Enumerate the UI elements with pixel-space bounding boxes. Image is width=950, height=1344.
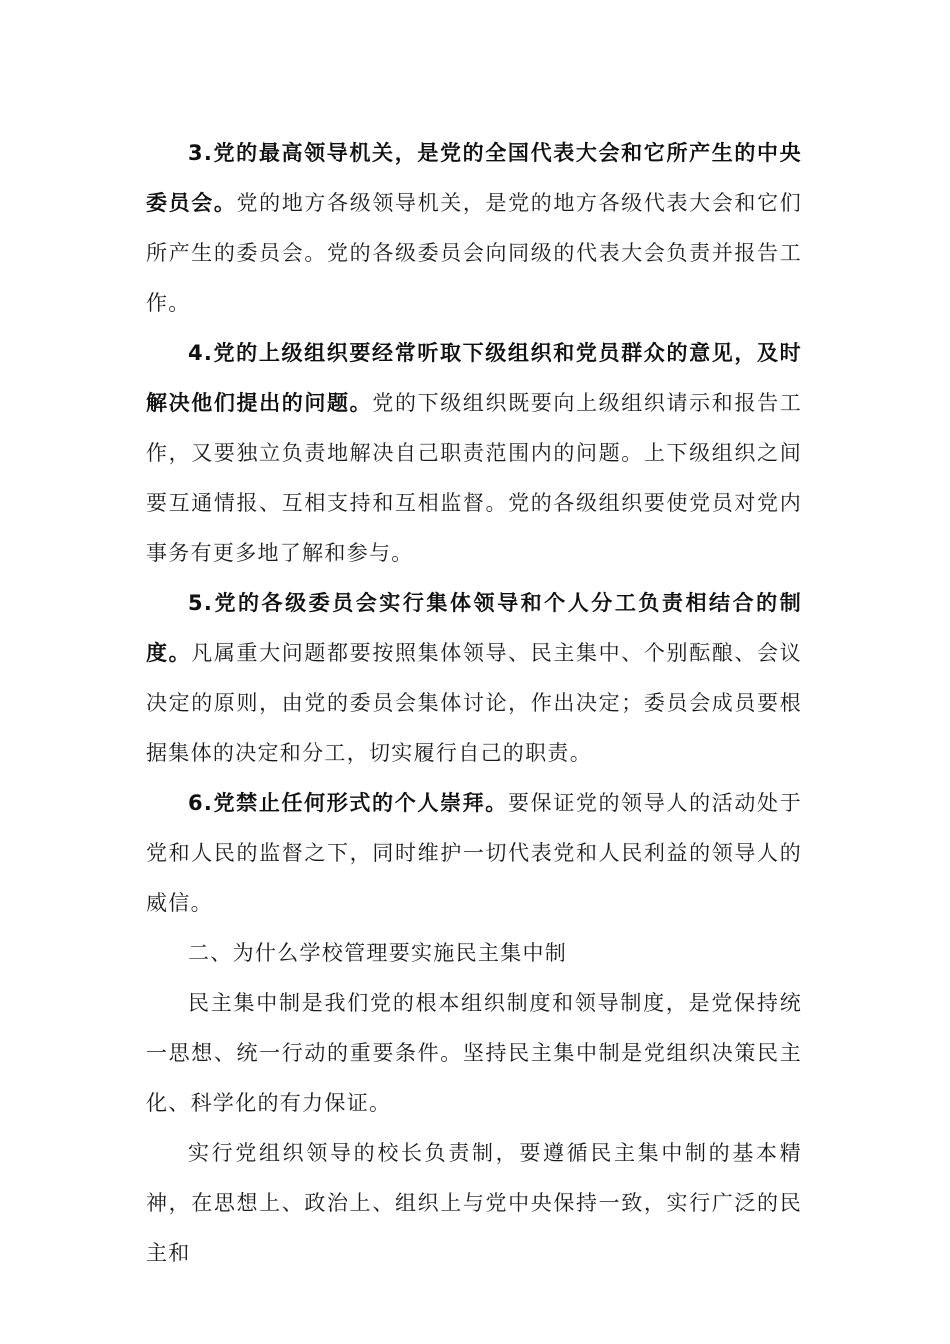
- paragraph-item-3: [146, 128, 802, 328]
- paragraph-item-6: [146, 778, 802, 928]
- paragraph-body: 党的地方各级领导机关，是党的地方各级代表大会和它们所产生的委员会。党的各级委员会向同级的代表大会负责并报告工作。: [146, 191, 802, 315]
- paragraph-lead: 4.党的上级组织要经常听取下级组织和党员群众的意见，及时解决他们提出的问题。: [146, 341, 802, 415]
- paragraph-lead: 5.党的各级委员会实行集体领导和个人分工负责相结合的制度。: [146, 591, 802, 665]
- paragraph-body: 党的下级组织既要向上级组织请示和报告工作，又要独立负责地解决自己职责范围内的问题。上下级组织之间要互通情报、互相支持和互相监督。党的各级组织要使党员对党内事务有更多地了解和参与。: [146, 391, 803, 565]
- section-heading: 二、为什么学校管理要实施民主集中制: [188, 941, 568, 965]
- plain-paragraph: 实行党组织领导的校长负责制，要遵循民主集中制的基本精神，在思想上、政治上、组织上与党中央保持一致，实行广泛的民主和: [146, 1141, 802, 1265]
- plain-paragraph: 民主集中制是我们党的根本组织制度和领导制度，是党保持统一思想、统一行动的重要条件。坚持民主集中制是党组织决策民主化、科学化的有力保证。: [146, 991, 802, 1115]
- paragraph-lead: 6.党禁止任何形式的个人崇拜。: [188, 791, 508, 815]
- paragraph-body: 凡属重大问题都要按照集体领导、民主集中、个别酝酿、会议决定的原则，由党的委员会集体讨论，作出决定；委员会成员要根据集体的决定和分工，切实履行自己的职责。: [146, 641, 802, 765]
- paragraph-lead: 3.党的最高领导机关，是党的全国代表大会和它所产生的中央委员会。: [146, 141, 802, 215]
- document-page: [146, 128, 802, 1278]
- paragraph-body: 要保证党的领导人的活动处于党和人民的监督之下，同时维护一切代表党和人民利益的领导人的威信。: [146, 791, 802, 915]
- paragraph-item-5: [146, 578, 802, 778]
- paragraph-item-4: [146, 328, 802, 578]
